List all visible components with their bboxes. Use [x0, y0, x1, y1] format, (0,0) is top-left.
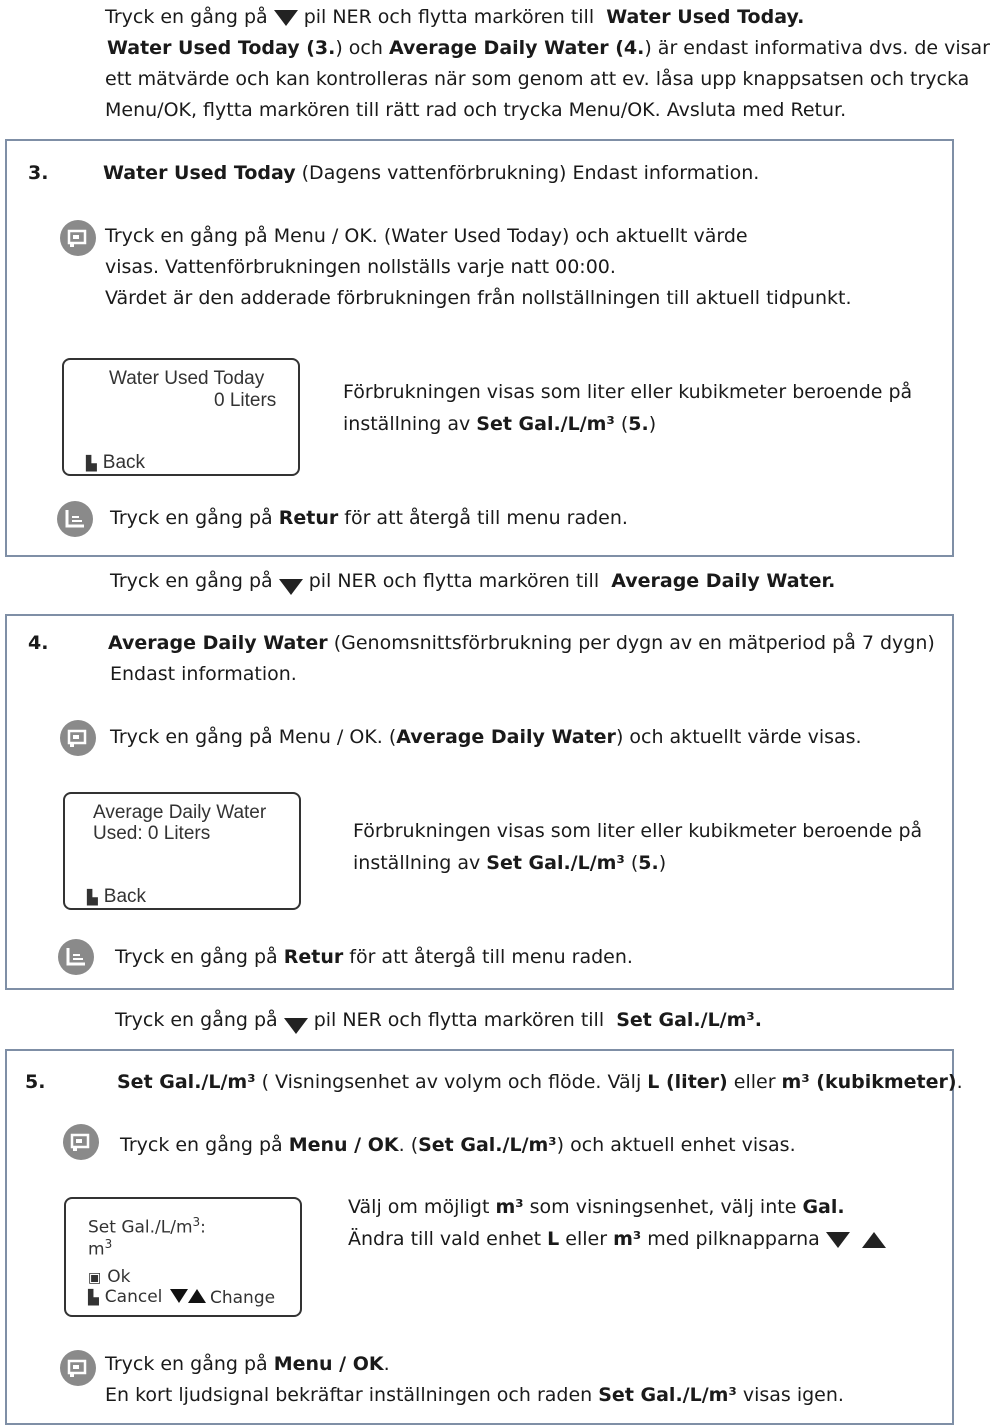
- section-3-nav: Tryck en gång på pil NER och flytta markören till Average Daily Water.: [110, 566, 835, 597]
- lcd-line-2: 0 Liters: [214, 390, 277, 411]
- arrow-down-icon: [826, 1232, 850, 1248]
- intro-line-1: Tryck en gång på pil NER och flytta markören till Water Used Today.: [105, 6, 805, 28]
- section-4-para-1: Tryck en gång på Menu / OK. (Average Daily Water) och aktuellt värde visas.: [110, 726, 862, 748]
- section-4-return: Tryck en gång på Retur för att återgå till menu raden.: [115, 946, 633, 968]
- arrow-up-icon: [188, 1289, 206, 1303]
- lcd-cancel: ▙ Cancel: [88, 1287, 163, 1307]
- intro-line-2: Water Used Today (3.) och Average Daily Water (4.) är endast informativa dvs. de visar: [107, 37, 990, 59]
- menu-ok-icon: [63, 1124, 99, 1160]
- section-3-note-1: Förbrukningen visas som liter eller kubikmeter beroende på: [343, 381, 913, 403]
- section-3-frame: [5, 139, 954, 557]
- arrow-up-icon: [862, 1232, 886, 1248]
- section-5-para-1: Tryck en gång på Menu / OK. (Set Gal./L/m³) och aktuell enhet visas.: [120, 1134, 796, 1156]
- section-3-para-1: Tryck en gång på Menu / OK. (Water Used Today) och aktuellt värde: [105, 225, 748, 247]
- section-5-final-2: En kort ljudsignal bekräftar inställningen och raden Set Gal./L/m³ visas igen.: [105, 1384, 844, 1406]
- lcd-line-1: Water Used Today: [109, 368, 265, 389]
- menu-ok-icon: [60, 720, 96, 756]
- lcd-back: ▙ Back: [86, 452, 146, 473]
- menu-ok-icon: [60, 220, 96, 256]
- lcd-ok: ▣ Ok: [88, 1267, 131, 1287]
- return-icon: [58, 939, 94, 975]
- return-icon: [57, 501, 93, 537]
- section-5-final-1: Tryck en gång på Menu / OK.: [105, 1353, 390, 1375]
- section-3-para-2: visas. Vattenförbrukningen nollställs varje natt 00:00.: [105, 256, 616, 278]
- back-glyph-icon: ▙: [86, 455, 97, 471]
- lcd-change: Change: [170, 1287, 275, 1309]
- ok-glyph-icon: ▣: [88, 1270, 102, 1286]
- lcd-display-water-used: [62, 358, 300, 476]
- section-3-return: Tryck en gång på Retur för att återgå till menu raden.: [110, 507, 628, 529]
- lcd-line-1: Set $Gal./L/m^3$:: [88, 1215, 206, 1238]
- section-3-title: Water Used Today (Dagens vattenförbrukning) Endast information.: [103, 162, 760, 184]
- section-4-note-1: Förbrukningen visas som liter eller kubikmeter beroende på: [353, 820, 923, 842]
- section-5-note-2: Ändra till vald enhet L eller m³ med pilknapparna: [348, 1224, 892, 1255]
- section-3-number: 3.: [28, 162, 49, 184]
- section-3-note-2: inställning av Set Gal./L/m³ (5.): [343, 413, 657, 435]
- menu-ok-icon: [60, 1350, 96, 1386]
- lcd-line-2: Used: 0 Liters: [93, 823, 211, 844]
- intro-line-3: ett mätvärde och kan kontrolleras när som genom att ev. låsa upp knappsatsen och trycka: [105, 68, 970, 90]
- back-glyph-icon: ▙: [88, 1290, 99, 1306]
- section-4-nav: Tryck en gång på pil NER och flytta markören till Set Gal./L/m³.: [115, 1005, 762, 1036]
- section-5-title: Set Gal./L/m³ ( Visningsenhet av volym och flöde. Välj L (liter) eller m³ (kubikmeter).: [117, 1071, 963, 1093]
- lcd-display-average-daily: [63, 792, 301, 910]
- lcd-display-set-unit: [64, 1197, 302, 1317]
- lcd-line-1: Average Daily Water: [93, 802, 267, 823]
- lcd-line-2: $m^3$: [88, 1237, 113, 1260]
- arrow-down-icon: [279, 579, 303, 595]
- section-3-para-3: Värdet är den adderade förbrukningen från nollställningen till aktuell tidpunkt.: [105, 287, 852, 309]
- lcd-back: ▙ Back: [87, 886, 147, 907]
- arrow-down-icon: [274, 10, 298, 26]
- section-4-note-2: inställning av Set Gal./L/m³ (5.): [353, 852, 667, 874]
- section-4-title-2: Endast information.: [110, 663, 297, 685]
- section-4-title: Average Daily Water (Genomsnittsförbrukning per dygn av en mätperiod på 7 dygn): [108, 632, 935, 654]
- intro-line-4: Menu/OK, flytta markören till rätt rad och trycka Menu/OK. Avsluta med Retur.: [105, 99, 847, 121]
- section-5-note-1: Välj om möjligt m³ som visningsenhet, välj inte Gal.: [348, 1196, 845, 1218]
- arrow-down-icon: [170, 1289, 188, 1303]
- back-glyph-icon: ▙: [87, 889, 98, 905]
- section-5-number: 5.: [25, 1071, 46, 1093]
- arrow-down-icon: [284, 1018, 308, 1034]
- section-4-number: 4.: [28, 632, 49, 654]
